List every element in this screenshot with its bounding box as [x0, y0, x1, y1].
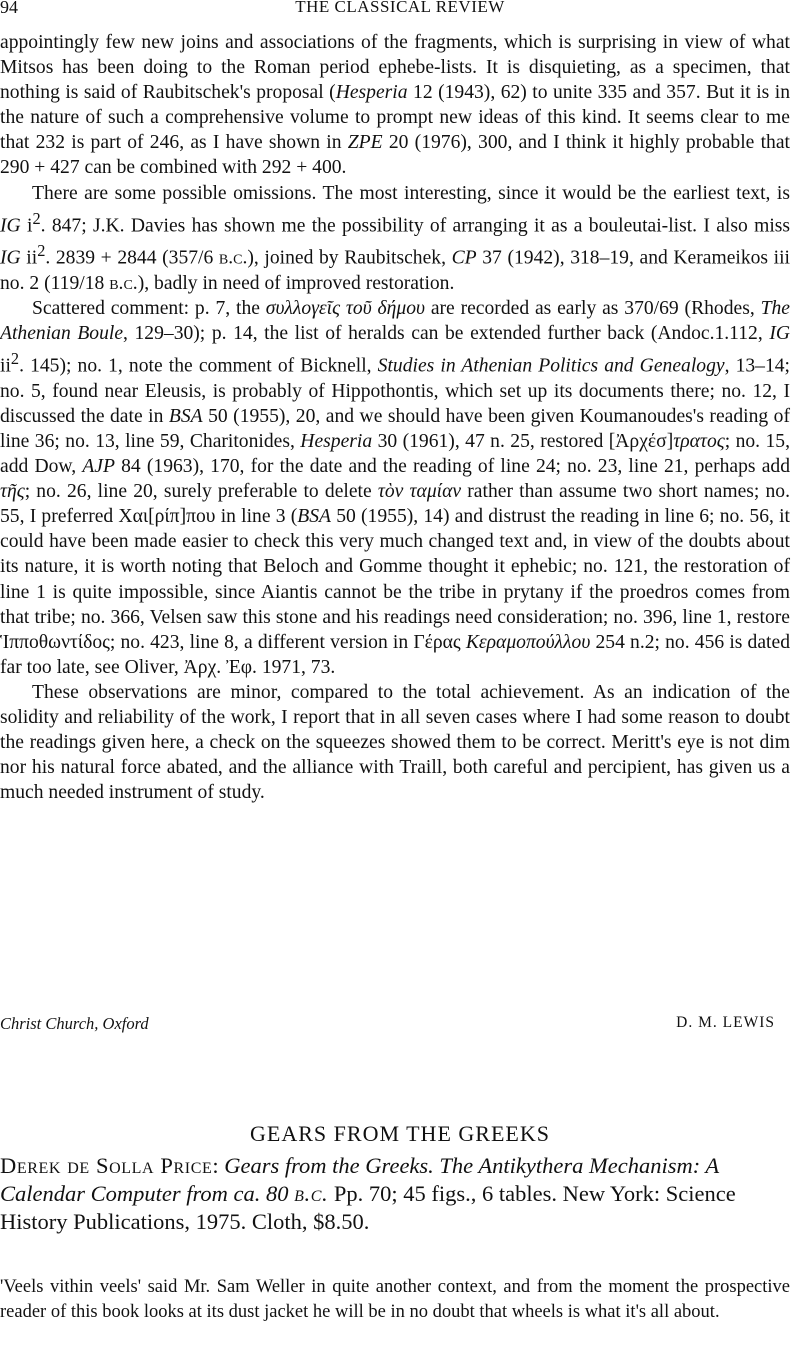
- journal-citation: BSA: [168, 405, 203, 427]
- text-span: appointingly few new joins and associations of the fragments, which is surprising in view of what Mitsos has been doing to the Roman period ephebe-lists. It is disquieting, as a specimen, that nothing is said of Raubitschek's proposal (: [0, 32, 790, 104]
- book-title: Gears from the Greeks. The Antikythera Mechanism: A Calendar Computer from ca. 80: [0, 1153, 719, 1206]
- running-head: THE CLASSICAL REVIEW: [295, 0, 505, 16]
- book-details: Pp. 70; 45 figs., 6 tables. New York: Science History Publications, 1975. Cloth, $8.50.: [0, 1181, 736, 1234]
- journal-citation: BSA: [297, 506, 332, 528]
- superscript: 2: [37, 241, 46, 261]
- book-title: The Athenian Boule: [0, 298, 790, 345]
- paragraph-1: [0, 30, 790, 181]
- text-span: 30 (1961), 47 n. 25, restored [: [372, 431, 616, 452]
- paragraph-3: [0, 296, 790, 680]
- text-span: . 2839 + 2844 (357/6: [45, 247, 219, 269]
- review-intro: 'Veels vithin veels' said Mr. Sam Weller in quite another context, and from the moment the prospective reader of this book looks at its dust jacket he will be in no doubt that wheels is what it's all about.: [0, 1277, 790, 1322]
- greek-text: τὸν ταμίαν: [377, 481, 462, 503]
- signature-author: D. M. LEWIS: [676, 1014, 775, 1031]
- journal-citation: AJP: [82, 456, 115, 478]
- text-span: rather than assume two short names; no. 55, I preferred Χαι[ρίπ]που in line 3 (: [0, 481, 790, 528]
- text-span: . 847; J.K. Davies has shown me the possibility of arranging it as a bouleutai-list. I also miss: [40, 215, 791, 237]
- greek-text: συλλογεῖς τοῦ δήμου: [265, 298, 425, 319]
- era-abbrev: b.c.: [294, 1181, 329, 1206]
- greek-text: τρατος: [673, 431, 725, 452]
- era-abbrev: b.c.: [109, 272, 138, 294]
- text-span: ii: [0, 355, 11, 377]
- text-span: ii: [20, 247, 38, 269]
- review-signature: [0, 1014, 790, 1038]
- text-span: , 129–30); p. 14, the list of heralds can be extended further back (Andoc.1.112,: [123, 323, 770, 345]
- book-title: Studies in Athenian Politics and Genealogy: [377, 355, 725, 377]
- review-title: GEARS FROM THE GREEKS: [250, 1121, 550, 1146]
- paragraph-2: [0, 181, 790, 296]
- greek-text: Ἀρχέσ: [615, 431, 667, 452]
- text-span: , 13–14; no. 5, found near Eleusis, is probably of Hippothontis, which set up its documents there; no. 12, I discussed the date in: [0, 355, 790, 427]
- citation-ig: IG: [0, 215, 21, 237]
- text-span: ; no. 26, line 20, surely preferable to delete: [24, 481, 378, 503]
- superscript: 2: [10, 349, 20, 369]
- text-span: 254 n.2; no. 456 is dated far too late, see Oliver, Ἀρχ. Ἐφ. 1971, 73.: [0, 631, 790, 678]
- superscript: 2: [32, 208, 41, 228]
- paragraph-4: These observations are minor, compared to the total achievement. As an indication of the solidity and reliability of the work, I report that in all seven cases where I had some reason to doubt the readings given here, a check on the squeezes showed them to be correct. Meritt's eye is not dim nor his natural force abated, and the alliance with Traill, both careful and percipient, has given us a much needed instrument of study.: [0, 681, 790, 804]
- text-span: Scattered comment: p. 7, the: [32, 298, 266, 319]
- journal-citation: ZPE: [347, 132, 383, 154]
- text-span: ), badly in need of improved restoration.: [137, 272, 455, 294]
- journal-citation: Hesperia: [300, 431, 373, 452]
- text-span: ), joined by Raubitschek,: [247, 247, 452, 269]
- review-body: [0, 30, 790, 805]
- text-span: ; no. 423, line 8, a different version in Γέρας: [109, 631, 466, 653]
- text-span: 20 (1976), 300, and I think it highly probable that 290 + 427 can be combined with 292 + 400.: [0, 132, 790, 179]
- journal-citation: CP: [451, 247, 477, 269]
- greek-text: τῆς: [0, 481, 25, 503]
- era-abbrev: b.c.: [218, 247, 248, 269]
- text-span: 50 (1955), 20, and we should have been given Koumanoudes's reading of line 36; no. 13, line 59, Charitonides,: [0, 405, 790, 452]
- text-span: 12 (1943), 62) to unite 335 and 357. But it is in the nature of such a comprehensive volume to prompt new ideas of this kind. It seems clear to me that 232 is part of 246, as I have shown in: [0, 82, 790, 154]
- page-number: 94: [0, 0, 18, 17]
- text-span: 50 (1955), 14) and distrust the reading in line 6; no. 56, it could have been made easier to check this very much changed text and, in view of the doubts about its nature, it is worth noting that Beloch and Gomme thought it ephebic; no. 121, the restoration of line 1 is quite impossible, since Aiantis cannot be the tribe in prytany if the proedros comes from that tribe; no. 366, Velsen saw this stone and his readings need consideration; no. 396, line 1, restore: [0, 506, 790, 628]
- text-span: i: [20, 215, 33, 237]
- signature-place: Christ Church, Oxford: [0, 1014, 149, 1033]
- page-header: [0, 0, 800, 22]
- text-span: There are some possible omissions. The most interesting, since it would be the earliest text, is: [32, 182, 790, 204]
- text-span: ; no. 15, add Dow,: [0, 431, 790, 478]
- bibliographic-entry: [0, 1152, 790, 1236]
- text-span: . 145); no. 1, note the comment of Bicknell,: [19, 355, 378, 377]
- greek-text: Ἱπποθωντίδος: [0, 631, 110, 653]
- text-span: :: [212, 1153, 225, 1178]
- citation-ig: IG: [769, 323, 790, 345]
- greek-text: Κεραμοπούλλου: [465, 631, 591, 653]
- book-author: Derek de Solla Price: [0, 1153, 213, 1178]
- journal-citation: Hesperia: [335, 82, 408, 104]
- text-span: are recorded as early as 370/69 (Rhodes,: [424, 298, 761, 319]
- citation-ig: IG: [0, 247, 21, 269]
- text-span: ]: [666, 431, 674, 452]
- text-span: 37 (1942), 318–19, and Kerameikos iii no. 2 (119/18: [0, 247, 791, 294]
- text-span: 84 (1963), 170, for the date and the reading of line 24; no. 23, line 21, perhaps add: [114, 456, 790, 478]
